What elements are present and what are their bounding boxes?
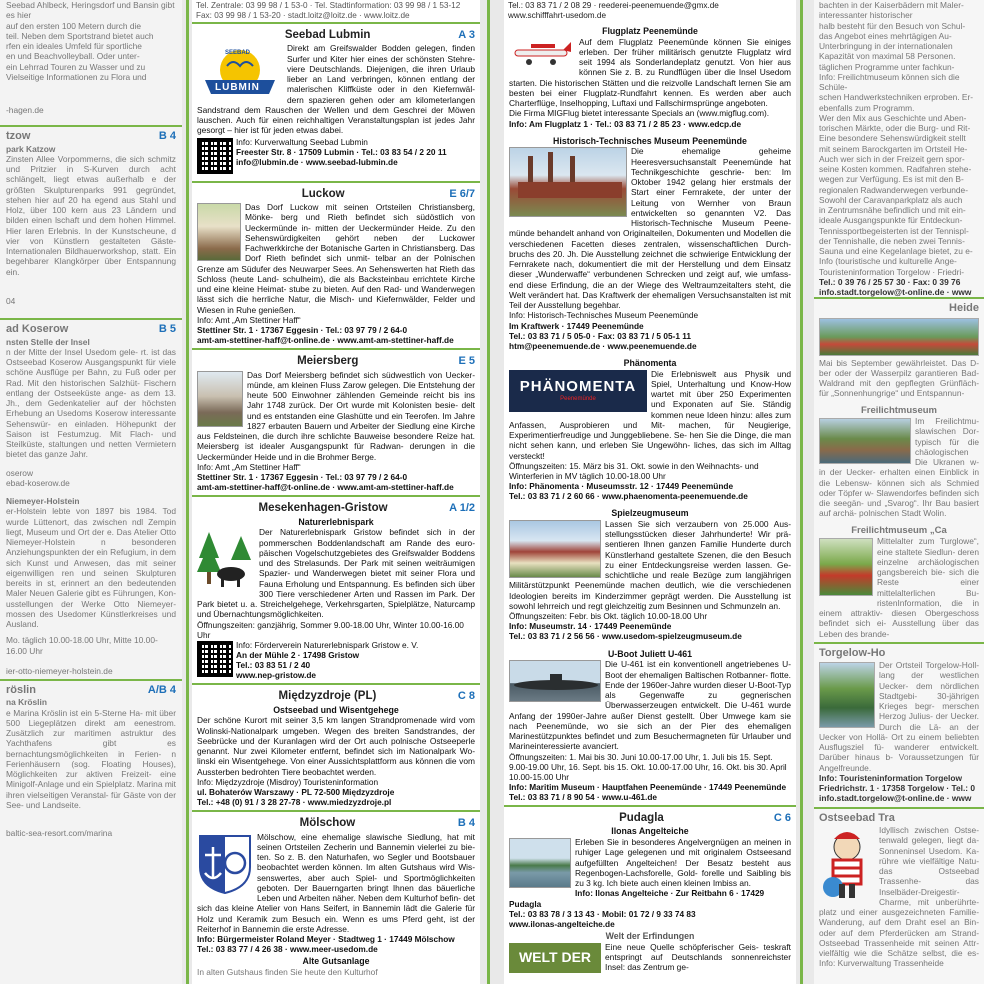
grid-ref: E 6/7 (449, 187, 475, 200)
grid-ref: E 5 (458, 355, 475, 368)
logo-text: SEEBAD (225, 50, 251, 57)
entry-text: Erleben Sie in besonderes Angelvergnügen an meinen in ruhiger Lage gelegenen und mit originalem Ostseesand aufgefüllten Angelteichen! Der Besatz besteht aus Regenbogen-Lachsforelle, Gold- forelle und Saibling bis zu 3 kg. Ich biete auch einen kleinen Imbiss an. (575, 837, 791, 889)
text-line: halb besteht für den Besuch von Schul- (819, 20, 966, 31)
link[interactable]: www.schifffahrt-usedom.de (508, 11, 606, 20)
text-line: regionalen Radwanderwegen verbunde- (819, 184, 968, 195)
contact-line: Tel. Zentrale: 03 99 98 / 1 53-0 · Tel. Stadtinformation: 03 99 98 / 1 53-12 (196, 1, 461, 10)
entry-moelschow (192, 810, 480, 980)
text-line: wegen zur Verfügung. Es ist mit den B- (819, 174, 964, 185)
entry-text: Lassen Sie sich verzaubern von 25.000 Aus- stellungsstücken dieser Jahrhunderte! Wir prä- sentieren Ihnen ganzen Familie Hunderte durch Künstlerhand gestaltete Szenen, die den Besuch zu einer Entdeckungsreise werden lassen. Ge- schichtliche und reale Bezüge zum langjährigen Militärstützpunkt Peenemünde machen deutlich, wie die verschiedenen Ideologien bereits im Kinderzimmer geprägt werden. Die Ausstellung ist sowohl lehrreich und regt gleichzeitig zum Besinnen und Schmunzeln an. (509, 518, 791, 611)
entry-text: Zinsten Allee Vorpommerns, die sich schmitz und Pritzier in S-Kurven durch acht schlängelt, liegt etwas außerhalb e der größten Skulpturenparks 991 gegründet, stehen hier auf 20 ha egend aus Stahl und Holz, über 100 kern aus 23 Ländern und bilden einen lschaft und dem hohen Himmel. Hier laren Erlebnis. In der Kunstscheune, d vier von Künstlern gestalteten Gäste- Internationalen Bildhauerworkshop, statt. Ein begehbarer Klangkörper über Entspannung ein. (6, 153, 176, 277)
entry-text: Der Naturerlebnispark Gristow befindet sich in der pommerschen Boddenlandschaft am Rande des euro- päischen Vogelschutzgebietes des Greifswalder Boddens und des Strelasunds. Der Park mit seinen weiträumigen Spazier- und Wanderwegen bietet mit seiner Flora und Fauna Erholung und Entspannung. Es befinden sich über 300 Tiere verschiedener Arten und Rassen im Park. Der Park bietet u. a. Streichelgehege, Verkehrsgarten, Spielplätze, Naturcamp und Übernachtungsmöglichkeiten. (197, 527, 475, 620)
entry-meiersberg (192, 348, 480, 495)
entry-text: Mittelalter zum Turglowe“, eine staltete Siedlun- deren einzelne archäologischen gangsbereich bie- sich die Reste einer mittelalterlichen Bu- ristenInformation, die in einem attraktiv- diesen Obergeschoss befindet sich ei- Ausstellung über das Leben des brande- (819, 536, 979, 639)
link[interactable]: Tel.: 03 83 71 / 2 56 56 · www.usedom-spielzeugmuseum.de (509, 631, 742, 642)
moelschow-coat-of-arms-icon (197, 833, 253, 895)
text-line: schen Handwerkstechniken erproben. Er- (819, 92, 974, 103)
info-block (197, 137, 475, 178)
logo-text: WELT DER (518, 949, 592, 966)
entry-miedzyzdroje (192, 683, 480, 810)
text-line: mit seinem Barockgarten im Ortsteil He- (819, 143, 968, 154)
river-photo (819, 662, 875, 728)
info-line: Info: Phänomenta · Museumsstr. 12 · 17449 Peenemünde (509, 481, 734, 492)
entry-spielzeug (504, 504, 796, 644)
text-line: interessanter historischer (819, 10, 913, 21)
submarine-photo (509, 660, 601, 702)
text-line: Info: Freilichtmuseum können sich die Schüle- (819, 71, 960, 92)
info-line: An der Mühle 2 · 17498 Gristow (236, 649, 360, 660)
entry-subtitle: na Kröslin (6, 697, 47, 708)
entry-title: ad Koserow (6, 323, 69, 336)
hours: Öffnungszeiten: Febr. bis Okt. täglich 10.00-18.00 Uhr (509, 611, 708, 622)
entry-trassenheide (814, 807, 984, 972)
entry-text: e Marina Kröslin ist ein 5-Sterne Ha- mit über 500 Liegeplätzen direkt am eenestrom. Zusätzlich zur maritimen astruktur des Yachthafens gibt es bernachtungsmöglichkeiten in Ferien- n Ferienhäusern (sog. Floating Houses), Möglichkeiten zur aktiven Freizeit- eine Minigolf-Anlage und ein Spielplatz. Marina mit ihren vielseitigen Veranstal- für Gäste von der See- und Landseite. (6, 707, 176, 810)
info-line: Info: Museumstr. 14 · 17449 Peenemünde (509, 621, 672, 632)
entry-text: Die ehemalige geheime Heeresversuchsanstalt Peenemünde hat Technikgeschichte geschrie- ben: Im Oktober 1942 gelang hier erstmals der Start einer Fernrakete, der unter der Leitung von Wernher von Braun entwickelten so genannten V2. Das Historisch-Technische Museum Peene- münde behandelt anhand von Originalteilen, Dokumenten und Modellen die verschiedenen Facetten dieses zentralen, wissenschaftlichen Durch- bruchs des 20. Jh. Die Ausstellung zeichnet die schwierige Entwicklung der Fernrakete nach, dokumentiert die mit der Herstellung und dem Einsatz dieser „Wunderwaffe“ verbundenen Schrecken und zeigt auf, wie umfass- end diese Erfindung, die an der Wiege des Weltraumzeitalters steht, die Welt verändert hat. Das Kraftwerk der ehemaligen Versuchsanstalten ist mit Teil der Ausstellung begehbar. (509, 146, 791, 311)
entry-phaenomenta (504, 354, 796, 504)
medieval-festival-photo (819, 538, 873, 596)
column-3 (504, 0, 796, 984)
info-block (197, 640, 475, 680)
text-line: auf den ersten 100 Metern durch die (6, 20, 142, 31)
link[interactable]: ier-otto-niemeyer-holstein.de (6, 665, 113, 676)
info-line: Tel.: 03 83 78 / 3 13 43 · Mobil: 01 72 / 9 33 74 83 (509, 908, 696, 919)
entry-title: Freilichtmuseum (860, 404, 938, 416)
info-line: oserow (6, 467, 33, 478)
grid-ref: A/B 4 (147, 684, 176, 697)
page-number: 04 (6, 295, 16, 306)
entry-text: Mai bis September gewährleistet. Das D- ber oder der Wasserpilz garantieren Bad- Waldrand mit den gepflegten Grünfläch- für „Sonnenhungrige“ und Entspannun- (819, 357, 979, 399)
meiersberg-church-photo (197, 371, 243, 427)
entry-flugplatz (504, 22, 796, 132)
slavic-village-photo (819, 418, 911, 464)
text-line: täglichen Programme unter fachkun- (819, 61, 955, 72)
info-line: Tel.: 0 39 76 / 25 57 30 · Fax: 0 39 76 (819, 276, 961, 287)
info-line: Info: Ilonas Angelteiche · Zur Reitbahn 6 · 17429 Pudagla (509, 888, 765, 909)
entry-subtitle: Welt der Erfindungen (605, 930, 695, 941)
qr-code-icon[interactable] (197, 641, 233, 677)
hours: Mo. täglich 10.00-18.00 Uhr, Mitte 10.00-16.00 Uhr (6, 635, 158, 656)
link[interactable]: -hagen.de (6, 105, 44, 115)
entry-title: Torgelow-Ho (819, 646, 886, 659)
info-line: Info: Historisch-Technisches Museum Peenemünde (509, 310, 699, 321)
grid-ref: C 8 (457, 690, 475, 703)
entry-subtitle: Niemeyer-Holstein (6, 496, 80, 507)
text-line: Vielseitige Informationen zu Flora und (6, 71, 147, 82)
entry-subtitle: Ilonas Angelteiche (611, 826, 689, 837)
text-line: in Zentrumsnähe befindlich und mit ein- (819, 205, 966, 215)
entry-subtitle: park Katzow (6, 143, 56, 154)
entry-title: Heide (949, 302, 979, 315)
entry-title: Mesekenhagen-Gristow (258, 502, 388, 515)
header-contact (192, 0, 480, 22)
text-line: der Tennishalle, die neben zwei Tennis- (819, 235, 965, 246)
text-line: Touristeninformation Torgelow · Friedri- (819, 266, 965, 277)
entry-text: n der Mitte der Insel Usedom gele- rt. ist das Ostseebad Koserow Ausgangspunkt für viele schöne Ausflüge per Bahn, zu Fuß oder per Rad. Mit den historischen Salzhüt- Fischern entlang der Ostseeküste ange- as dem 13. Jh., dem Gedenkatelier auf der höchsten Erhebung an Usedoms Koserow interessante Sehenswür- en einladen. Höhepunkt der Saison ist Festumzug. Mit Flach- und Steilküste, staltungen und netten Vermietern bietet das ganze Jahr. (6, 346, 176, 460)
qr-code-icon[interactable] (197, 138, 233, 174)
grid-ref: B 4 (457, 817, 475, 830)
header-contact (504, 0, 796, 22)
entry-luckow (192, 181, 480, 348)
grid-ref: A 3 (458, 29, 475, 41)
link[interactable]: Tel.: 03 83 77 / 4 26 38 · www.meer-usedom.de (197, 944, 378, 955)
text-line: ebenfalls zum Programm. (819, 102, 915, 113)
entry-text: Die U-461 ist ein konventionell angetriebenes U-Boot der ehemaligen Baltischen Rotbanner- flotte. Ende der 1960er-Jahre wurden dieser U-Boot-Typ als Gegenwaffe zu gegnerischen Überwasserzeugen entwickelt. Die U-461 wurde Anfang der 1990er-Jahre außer Dienst gestellt. Über Umwege kam sie nach Peenemünde, wo sie sich an der Pier des ehemaligen Marinestützpunktes befindet und zum Besuchermagneten für Urlauber und Marineinteressierte avanciert. (509, 659, 791, 752)
info-line: Info: Am Flugplatz 1 · Tel.: 03 83 71 / 2 85 23 · www.edcp.de (509, 118, 742, 129)
info-line: Tel.: 03 83 71 / 5 05-0 · Fax: 03 83 71 / 5 05-1 11 (509, 330, 692, 341)
entry-subtitle: Flugplatz Peenemünde (602, 26, 698, 36)
info-line: Tel.: 03 83 51 / 2 40 (236, 659, 311, 670)
column-4 (814, 0, 984, 984)
entry-gristow (192, 495, 480, 683)
grid-ref: B 5 (158, 323, 176, 336)
hours: Öffnungszeiten: ganzjährig, Sommer 9.00-18.00 Uhr, Winter 10.00-16.00 Uhr (197, 619, 464, 640)
entry-subtitle: Naturerlebnispark (298, 516, 374, 527)
entry-title: Meiersberg (297, 355, 359, 368)
link[interactable]: info.stadt.torgelow@t-online.de · www (819, 793, 972, 804)
text-line: bachten in der Kaiserbädern mit Maler- (819, 0, 964, 10)
entry-text: Das Dorf Luckow mit seinen Ortsteilen Christiansberg, Mönke- berg und Rieth befindet sich südöstlich von Ueckermünde in- mitten der Ueckermünder Heide. Zu den Sehenswürdigkeiten gehört neben der Luckower Fachwerkkirche der Botanische Garten in Christiansberg. Das Dorf Rieth befindet sich unmit- telbar an der Polnischen Grenze am Südufer des Neuwarper Sees. An Sehenswerten hat Rieth das Schloss (heute Land- schulheim), die als Backsteinbau errichtete Kirche und eine kleine Heimat- stube zu bieten. Auf den Rad- und Wanderwegen lässt sich die herrliche Natur, die Misch- und Kiefernwälder, Felder und Wiesen in Ruhe genießen. (197, 202, 475, 315)
contact-line: Tel.: 03 83 71 / 2 08 29 · reederei-peenemuende@gmx.de (508, 1, 719, 10)
luckow-church-photo (197, 203, 241, 261)
entry-subtitle: nsten Stelle der Insel (6, 336, 90, 347)
link[interactable]: ebad-koserow.de (6, 477, 70, 488)
link[interactable]: Tel.: +48 (0) 91 / 3 28 27-78 · www.miedzyzdroje.pl (197, 797, 392, 807)
gristow-animals-logo (197, 528, 255, 588)
hours: Öffnungszeiten: 15. März bis 31. Okt. sowie in den Weihnachts- und (509, 460, 759, 471)
text-line: seine Kosten kommen. Radfahren stehe- (819, 164, 972, 174)
entry-kroeslin (0, 679, 182, 841)
text-line: Auch wer sich in der Freizeit gern spor- (819, 153, 965, 164)
entry-text: Das Dorf Meiersberg befindet sich südwestlich von Uecker- münde, am kleinen Fluss Zarow gelegen. Die Entstehung der heute 500 Einwohner zählenden Gemeinde reicht bis ins Jahr 1748 zurück. Der Ort wurde mit Kolonisten besie- delt und es entstanden eine Glashütte und ein Teerofen. Im Jahre 1827 erbauten Bauern und Arbeiter der Siedlung eine Kirche aus Feldsteinen, die durch ihre schlichte Bauweise besondere Reize hat. Meiersberg ist idealer Ausgangspunkt für Radwan- derungen in die Ueckermünder Heide und in die Brohmer Berge. (197, 369, 475, 462)
link[interactable]: Tel.: 03 83 71 / 2 60 66 · www.phaenomenta-peenemuende.de (509, 491, 748, 502)
link[interactable]: info.stadt.torgelow@t-online.de · www (819, 287, 972, 297)
grid-ref: B 4 (158, 130, 176, 143)
text-line: en und Beachvolleyball. Oder unter- (6, 51, 140, 62)
logo-text: LUBMIN (215, 82, 260, 94)
text-line: das Angebot eines mehrtägigen Au- (819, 30, 952, 41)
logo-text: Peenemünde (560, 396, 596, 403)
hours: Öffnungszeiten: 1. Mai bis 30. Juni 10.00-17.00 Uhr, 1. Juli bis 15. Sept. 9.00-19.00 Uhr, 16. Sept. bis 15. Okt. 10.00-17.00 Uhr, 16. Okt. bis 30. April 10.00-15.00 Uhr (509, 751, 787, 782)
entry-htm (504, 132, 796, 354)
entry-title: Freilichtmuseum „Ca (851, 524, 947, 536)
hours: Winterferien in MV täglich 10.00-18.00 Uhr (509, 470, 666, 481)
heide-photo (819, 318, 979, 356)
entry-text: Im Freilichtmu- slawischen Dor- typisch für die chäologischen Die Ukranen w- in der Uecker- erhalten einen Einblick in die Lebensw- können sich als Schmied oder Töpfer w- Slawendorfes befinden sich die seegän- und „Svarog“. Ihr Bau basiert auf archä- polnischen Stadt Wolin. (819, 416, 979, 519)
text-line: Unterbringung in der internationalen (819, 41, 953, 51)
info-line: Info: Förderverein Naturerlebnispark Gristow e. V. (236, 639, 419, 650)
info-line: Info: Międzyzdroje (Misdroy) Touristeninformation (197, 776, 379, 787)
entry-title: Seebad Lubmin (284, 29, 371, 41)
text-line: teil. Neben dem Sportstrand bietet auch (6, 30, 154, 41)
column-divider (186, 0, 189, 984)
text-line: Sauna und eine Kegelanlage bietet, zu e- (819, 246, 973, 256)
link[interactable]: baltic-sea-resort.com/marina (6, 828, 113, 839)
info-line: Stettiner Str. 1 · 17367 Eggesin · Tel.: 03 97 79 / 2 64-0 (197, 324, 408, 335)
info-line: Info: Touristeninformation Torgelow (819, 772, 962, 783)
info-line: Die Firma MIGFlug bietet interessante Specials an (www.migflug.com). (509, 108, 770, 119)
entry-title: Mölschow (299, 817, 356, 830)
entry-text: Mölschow, eine ehemalige slawische Siedlung, hat mit seinen Ortsteilen Zecherin und Bannemin vielerlei zu bie- ten. So z. B. den Naturhafen, wo Segler und Bootsbauer beobachtet werden können. Im alten Gutshaus wird Wis- senswertes, aber auch Spiel- und Sportmöglichkeiten geboten. Der Bauerngarten bringt Ihnen das bäuerliche Leben und Arbeiten näher. Neben dem Kulturhof befin- det sich das kleine Atelier von Hans Seifert, in Bannemin lädt die Galerie für Holz und Keramik zum Besuch ein. Wenn es ums Pferd geht, ist der Reiterhof in Bannemin die erste Adresse. (197, 831, 475, 934)
text-line: Tennissportbegeisterten ist der Tennispl- (819, 225, 969, 236)
info-line: Info: Amt „Am Stettiner Haff“ (197, 314, 301, 325)
info-line: Info: Maritim Museum · Hauptfahen Peenemünde · 17449 Peenemünde (509, 781, 787, 792)
toy-museum-photo (509, 520, 601, 578)
info-line: Friedrichstr. 1 · 17358 Torgelow · Tel.: 0 (819, 783, 976, 794)
entry-text: Direkt am Greifswalder Bodden gelegen, finden Surfer und Kiter hier eines der schönsten Stehre- viere Deutschlands. Diejenigen, die ihren Urlaub lieber an Land verbringen, können entlang der malerischen Kliffküste oder in den Kiefernwäl- dern spazieren gehen oder am kilometerlangen Sandstrand dem Rauschen der Wellen und dem Geschrei der Möwen lauschen. Auch für einen reichhaltigen Veranstaltungsplan ist jedes Jahr gesorgt – hier ist für jeden etwas dabei. (197, 43, 475, 136)
entry-heide (814, 297, 984, 401)
column-divider (487, 0, 490, 984)
entry-katzow (0, 125, 182, 280)
info-line: Im Kraftwerk · 17449 Peenemünde (509, 320, 644, 331)
entry-title: Międzyzdroje (PL) (278, 690, 377, 703)
entry-text: In alten Gutshaus finden Sie heute den Kulturhof (197, 966, 378, 977)
entry-koserow (0, 318, 182, 679)
entry-text: Auf dem Flugplatz Peenemünde können Sie einiges erleben. Der früher militärisch genutzte Flugplatz wird seit 1994 als Sonderlandeplatz genutzt. Von hier aus können Sie z. B. zu Rundflügen über die Insel Usedom starten. Die historischen Stätten und die reizvolle Landschaft lernen Sie am besten bei einer Flugplatz-Rundfahrt kennen. Es werden aber auch Charterflüge, Inselhopping, Luftaxi und Fallschirmsprünge angeboten. (509, 36, 791, 109)
welt-der-erfindungen-logo (509, 943, 601, 973)
link[interactable]: www.nep-gristow.de (236, 670, 317, 681)
link[interactable]: info@lubmin.de · www.seebad-lubmin.de (236, 156, 398, 167)
airplane-icon (509, 38, 575, 68)
link[interactable]: Tel.: 03 83 71 / 8 90 54 · www.u-461.de (509, 791, 658, 802)
text-line: Seebad Ahlbeck, Heringsdorf und Bansin gibt es hier (6, 0, 175, 21)
phaenomenta-logo (509, 370, 647, 412)
power-station-photo (509, 147, 627, 217)
entry-subtitle: Ostseebad und Wisentgehege (273, 704, 399, 715)
info-line: Freester Str. 8 · 17509 Lubmin · Tel.: 03 83 54 / 2 20 11 (236, 146, 447, 157)
text-line: Info (touristische und kulturelle Ange- (819, 256, 957, 267)
entry-text: Der schöne Kurort mit seiner 3,5 km langen Strandpromenade wird vom Wolinski-Nationalpark umgeben. Wegen des breiten Sandstrandes, der Seebrücke und der Kuranlagen wird der Ort auch polnische Ostseeperle genannt. Nur zwei Kilometer entfernt, befindet sich im Nationalpark Wo- linski ein Wisentgehege. Von einer Aussichtsplattform aus können die vom Aussterben bedrohten Tiere beobachtet werden. (197, 715, 475, 777)
text-line: rfen ein ideales Umfeld für sportliche (6, 41, 142, 51)
text-line: ideale Ausgangspunkte für Entdeckun- (819, 215, 963, 226)
info-line: Info: Kurverwaltung Seebad Lubmin (236, 136, 368, 147)
fishing-pond-photo (509, 838, 571, 888)
text-line: Sowohl der Caravanparkplatz als auch (819, 194, 963, 205)
link[interactable]: amt-am-stettiner-haff@t-online.de · www.amt-am-stettiner-haff.de (197, 335, 454, 346)
text-line: torischen Märkte, oder die Burg- und Rit- (819, 123, 971, 133)
info-line: ul. Bohaterów Warszawy · PL 72-500 Międzyzdroje (197, 786, 395, 797)
entry-subtitle: Spielzeugmuseum (611, 508, 689, 519)
entry-title: tzow (6, 130, 31, 143)
entry-text: Die Erlebniswelt aus Physik und Spiel, Unterhaltung und Know-How wartet mit über 250 Experimenten und Exponaten auf Sie. Ständig kommen neue Ideen hinzu: alles zum Anfassen, Ausprobieren und Mit- machen, für Neugierige, Experimentierfreudige und Junggebliebene. Se- hen Sie die Dinge, die man nicht sehen kann, und erleben Sie Ungewöhn- liches, das sich im Alltag versteckt! (509, 368, 791, 461)
entry-torgelow-hollaendisch (814, 642, 984, 807)
info-line: Info: Amt „Am Stettiner Haff“ (197, 461, 301, 472)
entry-subtitle: U-Boot Juliett U-461 (607, 648, 693, 659)
entry-subtitle: Alte Gutsanlage (302, 956, 370, 967)
entry-pudagla (504, 805, 796, 975)
info-line: Info: Bürgermeister Roland Meyer · Stadtweg 1 · 17449 Mölschow (197, 934, 455, 945)
mascot-icon (819, 825, 875, 901)
link[interactable]: amt-am-stettiner-haff@t-online.de · www.amt-am-stettiner-haff.de (197, 482, 454, 493)
grid-ref: C 6 (773, 812, 791, 825)
contact-line: Fax: 03 99 98 / 1 53-20 · stadt.loitz@loitz.de · www.loitz.de (196, 11, 410, 20)
entry-text: Idyllisch zwischen Ostse- tenwald gelegen, liegt da- Sonneninsel Usedom. Ka- rühre wie vielfältige Natu- das Ostseebad Trassenhe- das Inselbäder-Dreigestir- Charme, mit unberührte- platz und einer ausgezeichneten Familie- Wanderung, auf dem Draht esel an Bin- oder auf dem Pferderücken am Strand- Ostseebad Trassenheide mit seinen Attr- vielfältig wie die Schätze selbst, die es- Info: Kurverwaltung Trassenheide (819, 825, 979, 969)
entry-uboot (504, 645, 796, 806)
entry-title: Ostseebad Tra (819, 811, 895, 824)
entry-text: Eine neue Quelle schöpferischer Geis- teskraft entspringt auf Deutschlands sonnenreichster Insel: das Zentrum ge- (605, 941, 791, 973)
column-divider (800, 0, 803, 984)
entry-text: er-Holstein lebte von 1897 bis 1984. Tod wurde Lüttenort, das zwischen ndl Zempin liegt, Museum und Ort der e. Das Atelier Otto Niemeyer-Holstein n besonderen Anziehungspunkten der ein Refugium, in dem sich Kunst und Anwesen, das mit seiner eigenwilligen ren und seinen Skulpturen bereits in st, erinnert an den bedeutenden Maler Neuen Galerie gibt es Führungen, Kon- usstellungen der Werke Otto Niemeyer- mossen des Usedomer Künstlerkreises und Ausland. (6, 506, 176, 630)
column-2 (192, 0, 480, 984)
entry-subtitle: Historisch-Technisches Museum Peenemünde (553, 135, 747, 146)
entry-subtitle: Phänomenta (623, 357, 677, 368)
lubmin-logo (197, 44, 283, 100)
entry-freilichtmuseum-castle (814, 522, 984, 642)
text-line: Kapazität von maximal 58 Personen. (819, 51, 956, 62)
entry-lubmin (192, 22, 480, 181)
entry-title: Luckow (301, 187, 345, 200)
text-line: Eine besondere Sehenswürdigkeit stellt (819, 133, 966, 144)
logo-text: PHÄNOMENTA (519, 377, 637, 395)
info-line: Stettiner Str. 1 · 17367 Eggesin · Tel.: 03 97 79 / 2 64-0 (197, 471, 408, 482)
entry-title: Pudagla (619, 812, 664, 825)
grid-ref: A 1/2 (449, 502, 475, 515)
entry-freilichtmuseum (814, 402, 984, 522)
entry-title: röslin (6, 684, 36, 697)
entry-text: Der Ortsteil Torgelow-Holl- lang der westlichen Uecker- dem nördlichen Stadtgebi- 30-jährigen Krieges begr- merschen Herzog Julius- der Uecker. Durch die Lä- an der Uecker von Hollä- Ort zu einem beliebten Ausflugsziel fü- wanderer entwickelt. Darüber hinaus b- Voraussetzungen für Angelfreunde. (819, 660, 979, 773)
link[interactable]: www.ilonas-angelteiche.de (509, 918, 615, 929)
link[interactable]: htm@peenemuende.de · www.peenemuende.de (509, 340, 697, 351)
column-1 (0, 0, 182, 984)
continued-text (814, 0, 984, 297)
text-line: ein Lehrrad Touren zu Wasser und zu (6, 61, 146, 72)
text-line: Wer den Mix aus Geschichte und Aben- (819, 112, 967, 123)
